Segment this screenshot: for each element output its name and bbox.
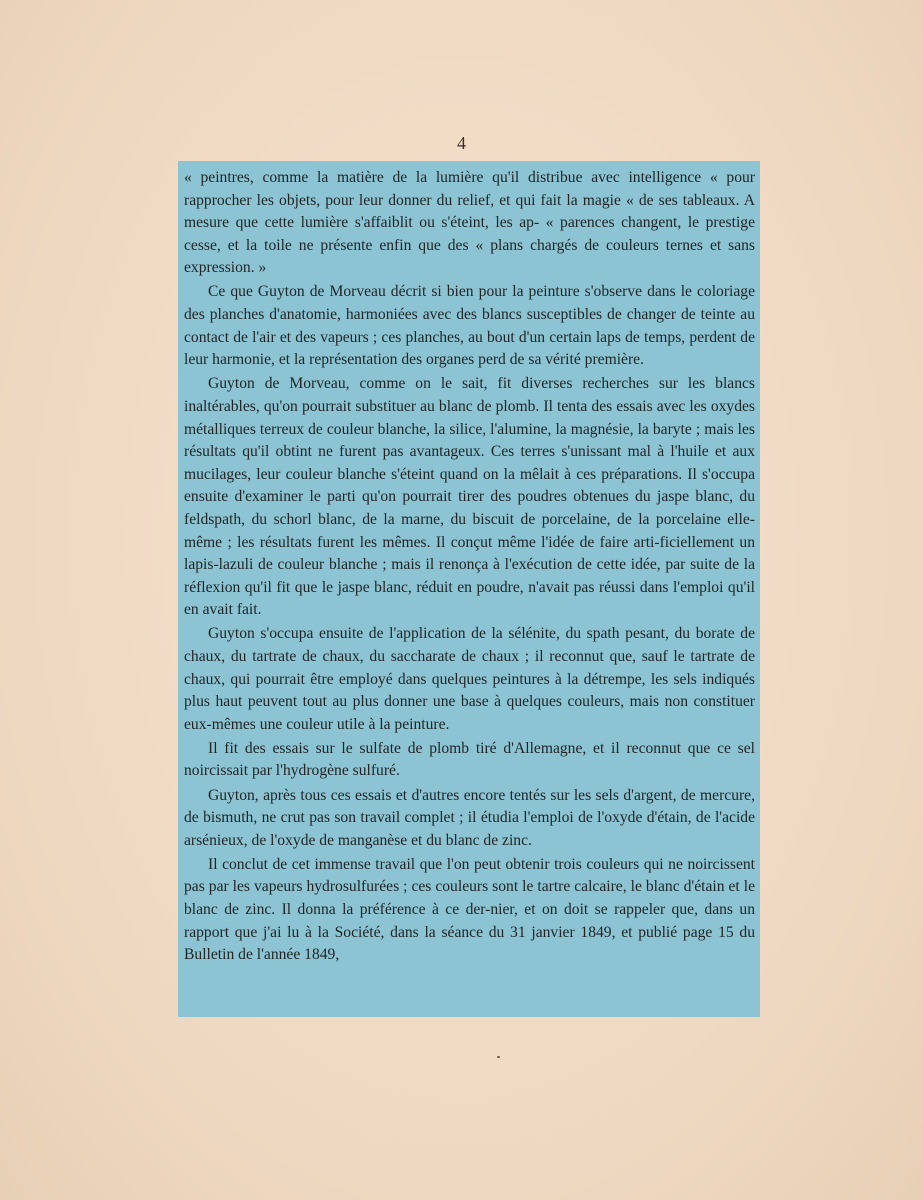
paragraph-2: Ce que Guyton de Morveau décrit si bien pour la peinture s'observe dans le coloriage des planches d'anatomie, harmoniées avec des blancs susceptibles de changer de teinte au contact de l'air et des vapeurs ; ces planches, au bout d'un certain laps de temps, perdent de leur harmonie, et la représentation des organes perd de sa vérité première.	[184, 283, 755, 369]
highlighted-text-block	[178, 161, 760, 1017]
page-number: 4	[457, 133, 466, 153]
paragraph-4: Guyton s'occupa ensuite de l'application de la sélénite, du spath pesant, du borate de chaux, du tartrate de chaux, du saccharate de chaux ; il reconnut que, sauf le tartrate de chaux, qui pourrait être employé dans quelques peintures à la détrempe, les sels indiqués plus haut peuvent tout au plus donner une base à quelques couleurs, mais non constituer eux-mêmes une couleur utile à la peinture.	[184, 625, 755, 733]
paragraph-7: Il conclut de cet immense travail que l'on peut obtenir trois couleurs qui ne noircissent pas par les vapeurs hydrosulfurées ; ces couleurs sont le tartre calcaire, le blanc d'étain et le blanc de zinc. Il donna la préférence à ce der-nier, et on doit se rappeler que, dans un rapport que j'ai lu à la Société, dans la séance du 31 janvier 1849, et publié page 15 du Bulletin de l'année 1849,	[184, 855, 755, 964]
paragraph-3: Guyton de Morveau, comme on le sait, fit diverses recherches sur les blancs inaltérables, qu'on pourrait substituer au blanc de plomb. Il tenta des essais avec les oxydes métalliques terreux de couleur blanche, la silice, l'alumine, la magnésie, la baryte ; mais les résultats qu'il obtint ne furent pas avantageux. Ces terres s'unissant mal à l'huile et aux mucilages, leur couleur blanche s'éteint quand on la mêlait à ces préparations. Il s'occupa ensuite d'examiner le parti qu'on pourrait tirer des poudres obtenues du jaspe blanc, du feldspath, du schorl blanc, de la marne, du biscuit de porcelaine, de la porcelaine elle-même ; les résultats furent les mêmes. Il conçut même l'idée de faire arti-ficiellement un lapis-lazuli de couleur blanche ; mais il renonça à l'exécution de cette idée, par suite de la réflexion qu'il fit que le jaspe blanc, réduit en poudre, n'avait pas réussi dans l'emploi qu'il en avait fait.	[184, 375, 755, 619]
paragraph-6: Guyton, après tous ces essais et d'autres encore tentés sur les sels d'argent, de mercure, de bismuth, ne crut pas son travail complet ; il étudia l'emploi de l'oxyde d'étain, de l'acide arsénieux, de l'oxyde de manganèse et du blanc de zinc.	[184, 786, 755, 849]
quoted-paragraph: « peintres, comme la matière de la lumière qu'il distribue avec intelligence « pour rapprocher les objets, pour leur donner du relief, et qui fait la magie « de ses tableaux. A mesure que cette lumière s'affaiblit ou s'éteint, les ap- « parences changent, le prestige cesse, et la toile ne présente enfin que des « plans chargés de couleurs ternes et sans expression. »	[184, 169, 755, 277]
paragraph-5: Il fit des essais sur le sulfate de plomb tiré d'Allemagne, et il reconnut que ce sel noircissait par l'hydrogène sulfuré.	[184, 739, 755, 780]
paper-speck	[497, 1056, 500, 1058]
